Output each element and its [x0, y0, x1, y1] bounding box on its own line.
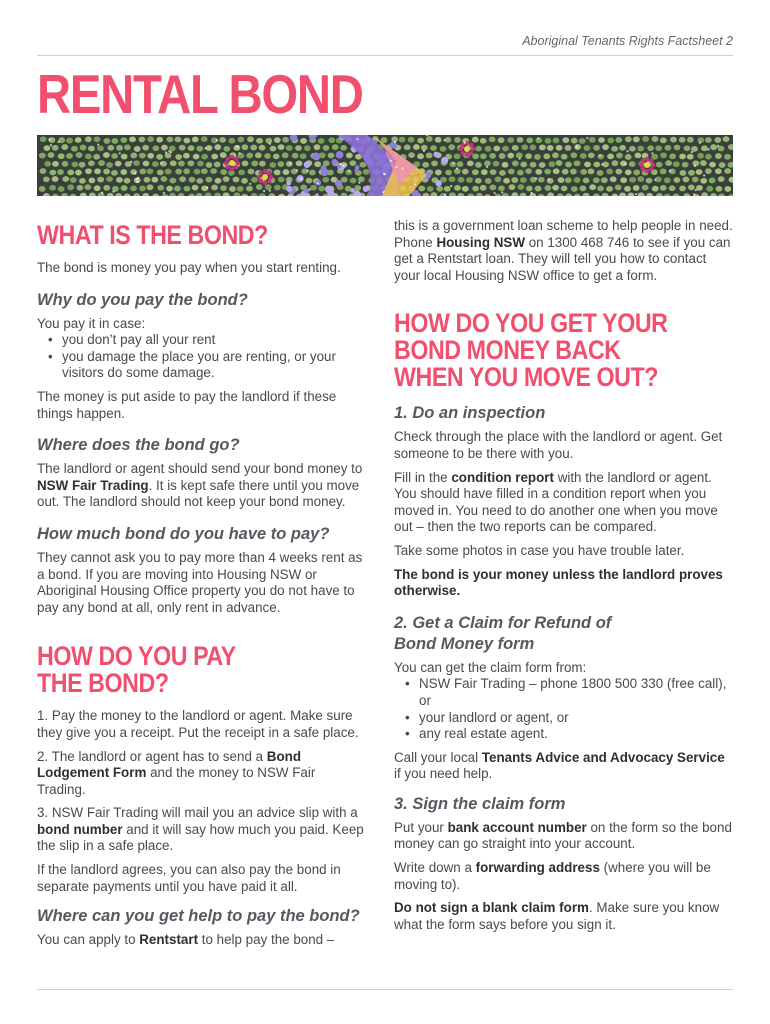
how-much-heading: How much bond do you have to pay? [37, 524, 330, 543]
why-pay-intro: You pay it in case: [37, 315, 146, 331]
pay-separate-text: If the landlord agrees, you can also pay the bond in separate payments until you have paid it all. [37, 862, 341, 894]
blank-form-warning: Do not sign a blank claim form. Make sure you know what the form says before you sign it. [394, 900, 720, 932]
claim-form-sources-list [394, 676, 734, 742]
page-title: RENTAL BOND [37, 63, 363, 125]
how-pay-heading: HOW DO YOU PAY THE BOND? [37, 641, 236, 699]
step-3-heading: 3. Sign the claim form [394, 794, 566, 813]
list-item: • you damage the place you are renting, or your visitors do some damage. [62, 349, 367, 382]
what-is-bond-heading: WHAT IS THE BOND? [37, 220, 268, 250]
rentstart-continued-text: this is a government loan scheme to help people in need. Phone Housing NSW on 1300 468 746 to see if you can get a Rentstart loan. They will tell you how to contact your local Housing NSW office to get a form. [394, 218, 733, 283]
step-2-intro: You can get the claim form from: [394, 659, 587, 675]
help-pay-heading: Where can you get help to pay the bond? [37, 907, 360, 926]
where-bond-text: The landlord or agent should send your bond money to NSW Fair Trading. It is kept safe there until you move out. The landlord should not keep your bond money. [37, 461, 363, 510]
pay-step-3: 3. NSW Fair Trading will mail you an advice slip with a bond number and it will say how much you paid. Keep the slip in a safe place. [37, 805, 364, 854]
list-item: • you don’t pay all your rent [62, 332, 367, 349]
right-column [394, 210, 734, 933]
pay-step-2: 2. The landlord or agent has to send a Bond Lodgement Form and the money to NSW Fair Trading. [37, 748, 316, 797]
what-is-bond-text: The bond is money you pay when you start renting. [37, 260, 341, 275]
pay-step-1: 1. Pay the money to the landlord or agent. Make sure they give you a receipt. Put the receipt in a safe place. [37, 708, 359, 740]
left-column [37, 210, 367, 949]
aboriginal-art-banner [37, 135, 733, 196]
bottom-divider [37, 989, 733, 990]
help-pay-text: You can apply to Rentstart to help pay the bond – [37, 932, 335, 948]
list-item: • NSW Fair Trading – phone 1800 500 330 (free call), or [419, 676, 734, 709]
bank-account-text: Put your bank account number on the form so the bond money can go straight into your account. [394, 819, 732, 852]
where-bond-heading: Where does the bond go? [37, 436, 240, 455]
why-pay-outro: The money is put aside to pay the landlord if these things happen. [37, 388, 337, 421]
factsheet-label: Aboriginal Tenants Rights Factsheet 2 [522, 34, 733, 48]
tenants-advice-text: Call your local Tenants Advice and Advocacy Service if you need help. [394, 749, 725, 782]
bond-back-heading: HOW DO YOU GET YOUR BOND MONEY BACK WHEN YOU MOVE OUT? [394, 308, 668, 393]
photos-text: Take some photos in case you have trouble later. [394, 542, 685, 558]
step-2-heading: 2. Get a Claim for Refund of Bond Money form [394, 613, 612, 653]
list-item: • your landlord or agent, or [419, 710, 734, 727]
bond-is-yours-note: The bond is your money unless the landlord proves otherwise. [394, 566, 723, 599]
step-1-text: Check through the place with the landlord or agent. Get someone to be there with you. [394, 429, 723, 461]
how-much-text: They cannot ask you to pay more than 4 weeks rent as a bond. If you are moving into Housing NSW or Aboriginal Housing Office property you do not have to pay any bond at all, only rent in advance. [37, 549, 363, 615]
why-pay-list [37, 332, 367, 382]
condition-report-text: Fill in the condition report with the landlord or agent. You should have filled in a condition report when you moved in. You need to do another one when you move out – then the two reports can be compared. [394, 469, 718, 535]
why-pay-heading: Why do you pay the bond? [37, 290, 248, 309]
step-1-heading: 1. Do an inspection [394, 404, 546, 423]
top-divider [37, 55, 733, 56]
forwarding-address-text: Write down a forwarding address (where you will be moving to). [394, 860, 711, 892]
list-item: • any real estate agent. [419, 726, 734, 743]
